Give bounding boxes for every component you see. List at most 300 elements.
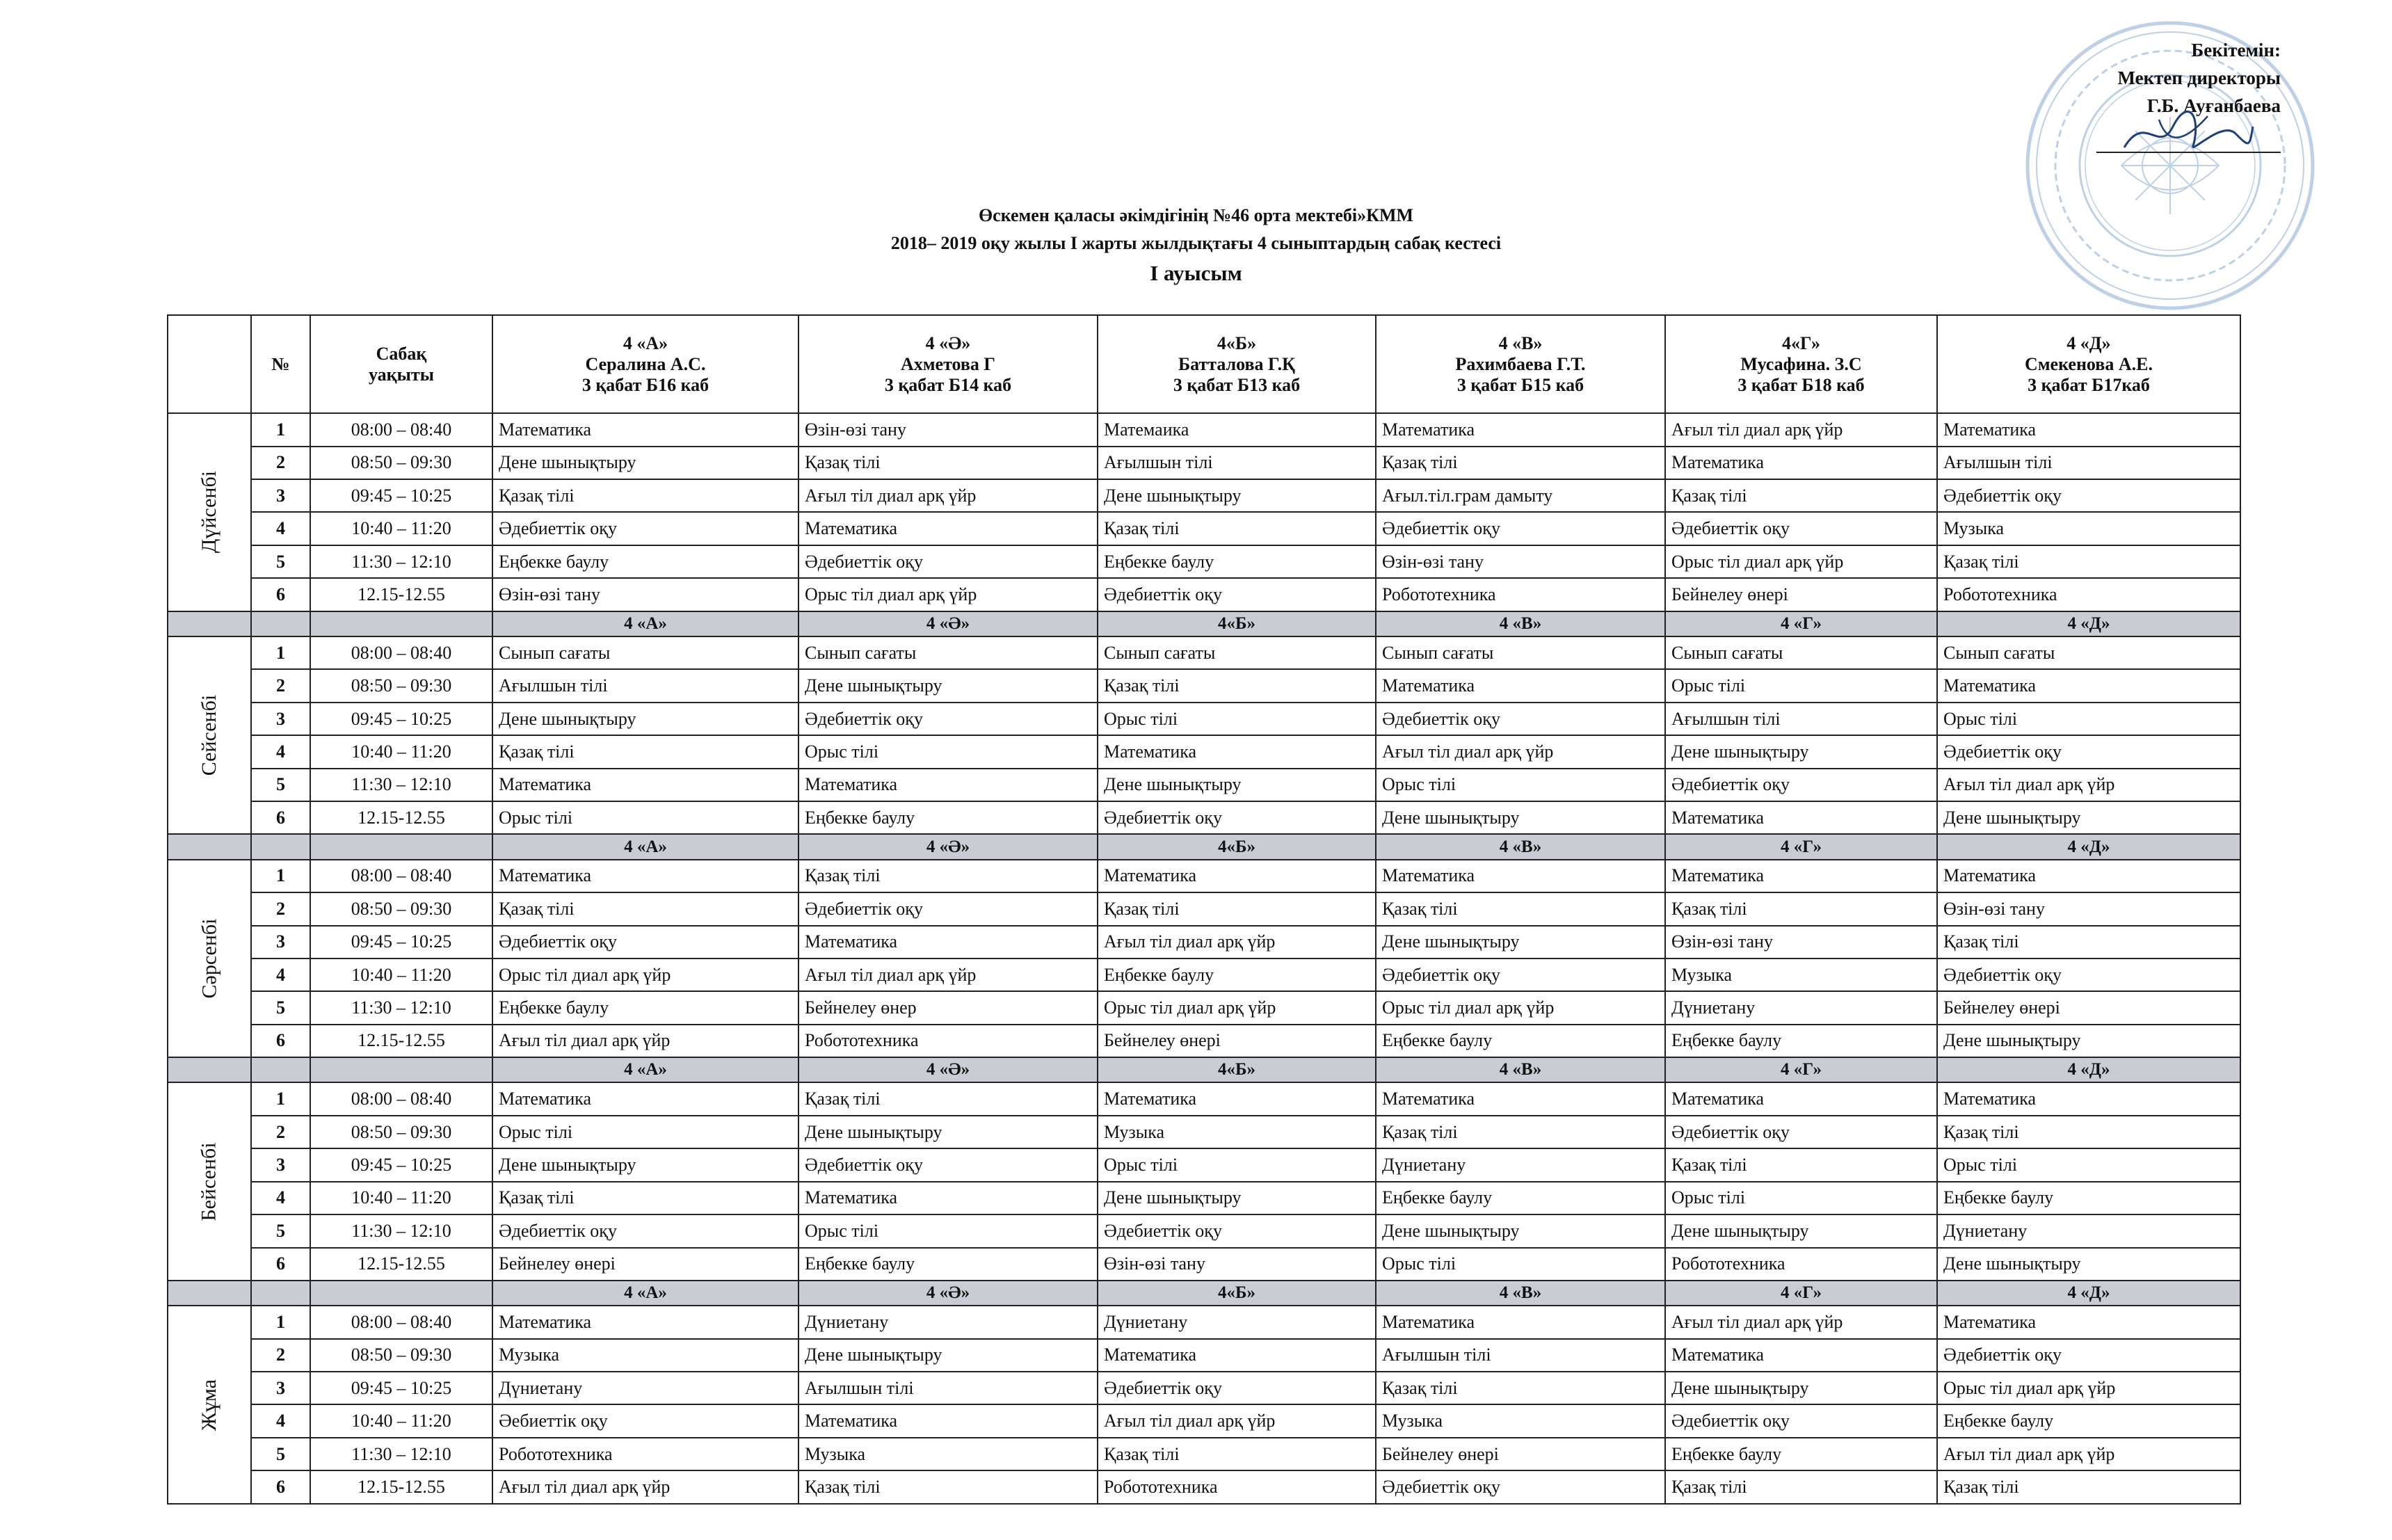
lesson-subject: Орыс тіл диал арқ үйр: [492, 959, 798, 991]
lesson-subject: Әдебиеттік оқу: [1937, 479, 2240, 512]
header-class-name: 4 «А»: [623, 332, 668, 353]
lesson-time: 12.15-12.55: [310, 801, 492, 834]
lesson-subject: Робототехника: [492, 1438, 798, 1470]
header-class-teacher: Ахметова Г: [901, 353, 995, 374]
lesson-time: 10:40 – 11:20: [310, 735, 492, 768]
lesson-subject: Орыс тілі: [1376, 1248, 1665, 1281]
lesson-subject: Дүниетану: [798, 1306, 1098, 1338]
lesson-subject: Қазақ тілі: [1665, 892, 1937, 925]
header-lesson-time: [310, 315, 492, 413]
lesson-time: 12.15-12.55: [310, 1470, 492, 1504]
lesson-subject: Қазақ тілі: [798, 1082, 1098, 1115]
separator-class-label: 4 «Д»: [1937, 1281, 2240, 1306]
separator-class-label: 4 «Ә»: [798, 611, 1098, 636]
lesson-subject: Орыс тілі: [798, 1214, 1098, 1247]
header-class: [492, 315, 798, 413]
lesson-subject: Математика: [1376, 1306, 1665, 1338]
lesson-subject: Математика: [798, 1182, 1098, 1214]
lesson-subject: Математика: [1098, 1339, 1376, 1372]
lesson-subject: Математика: [1665, 860, 1937, 892]
lesson-subject: Өзін-өзі тану: [1665, 926, 1937, 959]
lesson-subject: Бейнелеу өнер: [798, 991, 1098, 1024]
day-name-cell: [168, 1082, 251, 1280]
table-row: [168, 1438, 2240, 1470]
lesson-subject: Қазақ тілі: [798, 447, 1098, 479]
lesson-subject: Еңбекке баулу: [1937, 1182, 2240, 1214]
school-name: Өскемен қаласы әкімдігінің №46 орта мектебі»КММ: [978, 205, 1414, 225]
separator-blank: [168, 1281, 251, 1306]
lesson-time: 11:30 – 12:10: [310, 1438, 492, 1470]
lesson-time: 10:40 – 11:20: [310, 512, 492, 545]
table-row: [168, 1148, 2240, 1181]
lesson-time: 08:00 – 08:40: [310, 1082, 492, 1115]
lesson-subject: Бейнелеу өнері: [1098, 1025, 1376, 1057]
table-row: [168, 991, 2240, 1024]
lesson-subject: Қазақ тілі: [1937, 1470, 2240, 1504]
separator-blank: [251, 611, 310, 636]
lesson-subject: Орыс тіл диал арқ үйр: [1665, 545, 1937, 578]
lesson-subject: Дене шынықтыру: [1665, 1372, 1937, 1404]
lesson-number: 3: [251, 1148, 310, 1181]
lesson-time: 09:45 – 10:25: [310, 1372, 492, 1404]
lesson-subject: Орыс тілі: [1937, 703, 2240, 735]
lesson-subject: Математика: [1937, 669, 2240, 702]
lesson-time: 08:00 – 08:40: [310, 860, 492, 892]
table-row: [168, 1182, 2240, 1214]
lesson-number: 2: [251, 1116, 310, 1148]
separator-blank: [251, 834, 310, 859]
lesson-subject: Қазақ тілі: [492, 1182, 798, 1214]
lesson-subject: Бейнелеу өнері: [1376, 1438, 1665, 1470]
lesson-time: 08:50 – 09:30: [310, 892, 492, 925]
lesson-subject: Музыка: [1937, 512, 2240, 545]
day-name-cell: [168, 860, 251, 1057]
lesson-subject: Әдебиеттік оқу: [1376, 1470, 1665, 1504]
day-name: Бейсенбі: [198, 1142, 220, 1221]
lesson-subject: Дене шынықтыру: [798, 1339, 1098, 1372]
lesson-subject: Математика: [1665, 801, 1937, 834]
table-row: [168, 1404, 2240, 1437]
lesson-subject: Ағыл тіл диал арқ үйр: [1665, 1306, 1937, 1338]
lesson-subject: Қазақ тілі: [492, 479, 798, 512]
lesson-subject: Орыс тілі: [1098, 1148, 1376, 1181]
separator-blank: [251, 1057, 310, 1082]
lesson-subject: Әдебиеттік оқу: [1937, 1339, 2240, 1372]
lesson-time: 10:40 – 11:20: [310, 1404, 492, 1437]
lesson-subject: Математика: [492, 769, 798, 801]
lesson-subject: Ағылшын тілі: [1098, 447, 1376, 479]
lesson-subject: Ағыл тіл диал арқ үйр: [1098, 926, 1376, 959]
header-class-room: 3 қабат Б13 каб: [1173, 374, 1301, 395]
header-class-name: 4 «В»: [1498, 332, 1543, 353]
separator-class-label: 4 «А»: [492, 834, 798, 859]
lesson-subject: Қазақ тілі: [1098, 892, 1376, 925]
lesson-subject: Дене шынықтыру: [1665, 735, 1937, 768]
lesson-number: 4: [251, 959, 310, 991]
lesson-subject: Математика: [798, 1404, 1098, 1437]
lesson-time: 11:30 – 12:10: [310, 545, 492, 578]
approval-director-name: Г.Б. Ауғанбаева: [2146, 95, 2281, 116]
day-name: Сәрсенбі: [197, 918, 220, 999]
lesson-number: 3: [251, 703, 310, 735]
lesson-subject: Дене шынықтыру: [1937, 801, 2240, 834]
header-class-teacher: Рахимбаева Г.Т.: [1455, 353, 1586, 374]
header-time-line: уақыты: [368, 364, 434, 385]
separator-class-label: 4 «В»: [1376, 1057, 1665, 1082]
lesson-subject: Қазақ тілі: [1098, 1438, 1376, 1470]
lesson-subject: Математика: [1098, 735, 1376, 768]
table-row: [168, 1470, 2240, 1504]
lesson-subject: Дүниетану: [1665, 991, 1937, 1024]
lesson-number: 1: [251, 1306, 310, 1338]
lesson-subject: Әдебиеттік оқу: [492, 1214, 798, 1247]
lesson-subject: Музыка: [1098, 1116, 1376, 1148]
lesson-subject: Матемаика: [1098, 413, 1376, 446]
lesson-number: 6: [251, 578, 310, 611]
lesson-subject: Математика: [1937, 1082, 2240, 1115]
lesson-subject: Әдебиеттік оқу: [1098, 801, 1376, 834]
header-class-name: 4 «Д»: [2066, 332, 2111, 353]
lesson-time: 11:30 – 12:10: [310, 1214, 492, 1247]
lesson-subject: Еңбекке баулу: [492, 545, 798, 578]
table-row: [168, 769, 2240, 801]
lesson-subject: Математика: [1376, 1082, 1665, 1115]
separator-class-label: 4 «Г»: [1665, 1281, 1937, 1306]
lesson-subject: Ағыл тіл диал арқ үйр: [1098, 1404, 1376, 1437]
lesson-subject: Дене шынықтыру: [492, 447, 798, 479]
lesson-subject: Қазақ тілі: [798, 1470, 1098, 1504]
lesson-subject: Сынып сағаты: [1665, 636, 1937, 669]
lesson-time: 11:30 – 12:10: [310, 769, 492, 801]
lesson-subject: Бейнелеу өнері: [1665, 578, 1937, 611]
lesson-subject: Математика: [492, 860, 798, 892]
lesson-subject: Ағыл тіл диал арқ үйр: [798, 479, 1098, 512]
lesson-subject: Қазақ тілі: [1376, 1116, 1665, 1148]
table-row: [168, 669, 2240, 702]
lesson-subject: Өзін-өзі тану: [798, 413, 1098, 446]
lesson-subject: Әдебиеттік оқу: [1376, 512, 1665, 545]
lesson-subject: Ағыл тіл диал арқ үйр: [1376, 735, 1665, 768]
lesson-subject: Дүниетану: [1937, 1214, 2240, 1247]
header-class: [1937, 315, 2240, 413]
lesson-time: 08:50 – 09:30: [310, 669, 492, 702]
lesson-number: 2: [251, 447, 310, 479]
lesson-subject: Сынып сағаты: [1098, 636, 1376, 669]
table-row: [168, 801, 2240, 834]
table-row: [168, 1306, 2240, 1338]
lesson-subject: Дене шынықтыру: [492, 1148, 798, 1181]
lesson-number: 4: [251, 512, 310, 545]
lesson-subject: Қазақ тілі: [1376, 1372, 1665, 1404]
header-class-name: 4 «Ә»: [925, 332, 971, 353]
lesson-subject: Математика: [1376, 860, 1665, 892]
lesson-subject: Математика: [798, 769, 1098, 801]
lesson-subject: Әдебиеттік оқу: [1098, 578, 1376, 611]
separator-class-label: 4 «А»: [492, 1281, 798, 1306]
lesson-number: 4: [251, 1182, 310, 1214]
lesson-subject: Дене шынықтыру: [798, 669, 1098, 702]
lesson-time: 11:30 – 12:10: [310, 991, 492, 1024]
lesson-subject: Орыс тілі: [492, 1116, 798, 1148]
lesson-subject: Әдебиеттік оқу: [492, 512, 798, 545]
separator-class-label: 4 «Д»: [1937, 1057, 2240, 1082]
separator-blank: [310, 834, 492, 859]
lesson-number: 5: [251, 545, 310, 578]
lesson-time: 12.15-12.55: [310, 1025, 492, 1057]
lesson-subject: Орыс тіл диал арқ үйр: [1376, 991, 1665, 1024]
lesson-subject: Ағыл тіл диал арқ үйр: [492, 1470, 798, 1504]
lesson-number: 5: [251, 769, 310, 801]
lesson-time: 12.15-12.55: [310, 1248, 492, 1281]
director-signature: [2117, 106, 2256, 161]
separator-class-label: 4 «В»: [1376, 611, 1665, 636]
lesson-subject: Қазақ тілі: [1665, 479, 1937, 512]
separator-class-label: 4 «А»: [492, 611, 798, 636]
lesson-subject: Еңбекке баулу: [798, 1248, 1098, 1281]
lesson-subject: Еңбекке баулу: [1937, 1404, 2240, 1437]
lesson-subject: Ағылшын тілі: [492, 669, 798, 702]
table-row: [168, 1116, 2240, 1148]
lesson-subject: Музыка: [1376, 1404, 1665, 1437]
lesson-time: 09:45 – 10:25: [310, 703, 492, 735]
header-class-room: 3 қабат Б15 каб: [1456, 374, 1584, 395]
lesson-subject: Музыка: [798, 1438, 1098, 1470]
separator-class-label: 4 «А»: [492, 1057, 798, 1082]
lesson-subject: Дене шынықтыру: [1098, 1182, 1376, 1214]
lesson-subject: Орыс тілі: [1376, 769, 1665, 801]
header-class-teacher: Мусафина. З.С: [1740, 353, 1862, 374]
lesson-number: 4: [251, 1404, 310, 1437]
lesson-subject: Әдебиеттік оқу: [1098, 1214, 1376, 1247]
lesson-subject: Ағыл тіл диал арқ үйр: [492, 1025, 798, 1057]
lesson-subject: Дене шынықтыру: [1376, 926, 1665, 959]
lesson-subject: Еңбекке баулу: [1665, 1438, 1937, 1470]
lesson-subject: Еңбекке баулу: [1098, 959, 1376, 991]
approval-title: Бекітемін:: [2191, 40, 2281, 61]
separator-blank: [168, 611, 251, 636]
table-row: [168, 413, 2240, 446]
lesson-number: 5: [251, 991, 310, 1024]
lesson-subject: Математика: [492, 413, 798, 446]
lesson-number: 6: [251, 1025, 310, 1057]
day-name-cell: [168, 1306, 251, 1504]
lesson-number: 1: [251, 1082, 310, 1115]
lesson-subject: Дене шынықтыру: [1937, 1025, 2240, 1057]
header-class-room: 3 қабат Б16 каб: [581, 374, 709, 395]
separator-class-label: 4 «В»: [1376, 1281, 1665, 1306]
lesson-subject: Қазақ тілі: [1937, 1116, 2240, 1148]
separator-class-label: 4 «Г»: [1665, 834, 1937, 859]
day-name: Дүйсенбі: [198, 471, 221, 554]
lesson-subject: Орыс тілі: [798, 735, 1098, 768]
header-class-teacher: Смекенова А.Е.: [2025, 353, 2153, 374]
lesson-subject: Әдебиеттік оқу: [1937, 735, 2240, 768]
class-separator-row: [168, 1057, 2240, 1082]
header-class-room: 3 қабат Б17каб: [2028, 374, 2150, 395]
separator-blank: [310, 1281, 492, 1306]
lesson-subject: Математика: [492, 1082, 798, 1115]
lesson-subject: Дүниетану: [492, 1372, 798, 1404]
header-class: [1665, 315, 1937, 413]
separator-blank: [251, 1281, 310, 1306]
lesson-time: 10:40 – 11:20: [310, 959, 492, 991]
header-number: №: [251, 315, 310, 413]
lesson-subject: Музыка: [1665, 959, 1937, 991]
table-row: [168, 1025, 2240, 1057]
lesson-number: 6: [251, 1470, 310, 1504]
lesson-subject: Математика: [1665, 447, 1937, 479]
lesson-subject: Өзін-өзі тану: [1937, 892, 2240, 925]
lesson-subject: Математика: [1937, 413, 2240, 446]
header-class-name: 4«Г»: [1782, 332, 1820, 353]
lesson-subject: Қазақ тілі: [492, 735, 798, 768]
lesson-subject: Еңбекке баулу: [1376, 1025, 1665, 1057]
lesson-subject: Робототехника: [798, 1025, 1098, 1057]
table-row: [168, 1082, 2240, 1115]
lesson-number: 5: [251, 1438, 310, 1470]
lesson-subject: Ағыл тіл диал арқ үйр: [1937, 769, 2240, 801]
day-name: Сейсенбі: [198, 695, 220, 776]
lesson-subject: Өзін-өзі тану: [1376, 545, 1665, 578]
table-row: [168, 959, 2240, 991]
day-name-cell: [168, 413, 251, 611]
lesson-time: 10:40 – 11:20: [310, 1182, 492, 1214]
header-class: [1098, 315, 1376, 413]
lesson-subject: Ағыл.тіл.грам дамыту: [1376, 479, 1665, 512]
lesson-subject: Дене шынықтыру: [1376, 801, 1665, 834]
lesson-subject: Орыс тілі: [1098, 703, 1376, 735]
table-header-row: [168, 315, 2240, 413]
header-day-blank: [168, 315, 251, 413]
lesson-subject: Орыс тілі: [492, 801, 798, 834]
lesson-subject: Әдебиеттік оқу: [1098, 1372, 1376, 1404]
table-row: [168, 479, 2240, 512]
lesson-subject: Ағылшын тілі: [1665, 703, 1937, 735]
separator-class-label: 4«Б»: [1098, 834, 1376, 859]
lesson-subject: Еңбекке баулу: [1665, 1025, 1937, 1057]
lesson-subject: Еңбекке баулу: [1098, 545, 1376, 578]
separator-class-label: 4 «Д»: [1937, 834, 2240, 859]
lesson-subject: Орыс тіл диал арқ үйр: [1937, 1372, 2240, 1404]
table-row: [168, 545, 2240, 578]
lesson-subject: Әебиеттік оқу: [492, 1404, 798, 1437]
schedule-table: [167, 314, 2241, 1505]
signature-line: [2096, 120, 2281, 153]
table-row: [168, 735, 2240, 768]
lesson-subject: Математика: [798, 926, 1098, 959]
lesson-subject: Математика: [1937, 1306, 2240, 1338]
separator-class-label: 4 «Ә»: [798, 1281, 1098, 1306]
header-class-room: 3 қабат Б14 каб: [884, 374, 1012, 395]
lesson-subject: Математика: [1098, 1082, 1376, 1115]
day-name: Жұма: [197, 1379, 220, 1431]
lesson-subject: Қазақ тілі: [1376, 892, 1665, 925]
lesson-subject: Сынып сағаты: [492, 636, 798, 669]
separator-class-label: 4 «Ә»: [798, 1057, 1098, 1082]
lesson-subject: Орыс тіл диал арқ үйр: [1098, 991, 1376, 1024]
lesson-subject: Дене шынықтыру: [1098, 479, 1376, 512]
lesson-number: 1: [251, 413, 310, 446]
lesson-subject: Математика: [492, 1306, 798, 1338]
lesson-subject: Сынып сағаты: [798, 636, 1098, 669]
lesson-time: 08:00 – 08:40: [310, 413, 492, 446]
lesson-subject: Қазақ тілі: [798, 860, 1098, 892]
lesson-time: 09:45 – 10:25: [310, 479, 492, 512]
separator-class-label: 4 «Д»: [1937, 611, 2240, 636]
lesson-time: 08:00 – 08:40: [310, 1306, 492, 1338]
lesson-subject: Әдебиеттік оқу: [1665, 1116, 1937, 1148]
separator-class-label: 4 «Г»: [1665, 1057, 1937, 1082]
lesson-subject: Әдебиеттік оқу: [1665, 769, 1937, 801]
class-separator-row: [168, 1281, 2240, 1306]
lesson-subject: Сынып сағаты: [1937, 636, 2240, 669]
lesson-subject: Еңбекке баулу: [1376, 1182, 1665, 1214]
lesson-subject: Әдебиеттік оқу: [798, 1148, 1098, 1181]
lesson-subject: Робототехника: [1937, 578, 2240, 611]
lesson-number: 4: [251, 735, 310, 768]
lesson-subject: Ағылшын тілі: [1376, 1339, 1665, 1372]
lesson-time: 08:50 – 09:30: [310, 1116, 492, 1148]
table-row: [168, 636, 2240, 669]
lesson-subject: Әдебиеттік оқу: [798, 545, 1098, 578]
lesson-subject: Математика: [1098, 860, 1376, 892]
lesson-subject: Дене шынықтыру: [1937, 1248, 2240, 1281]
lesson-subject: Математика: [1376, 669, 1665, 702]
lesson-subject: Әдебиеттік оқу: [798, 703, 1098, 735]
lesson-number: 5: [251, 1214, 310, 1247]
schedule-title: 2018– 2019 оқу жылы І жарты жылдықтағы 4 сыныптардың сабақ кестесі: [890, 233, 1502, 253]
lesson-subject: Қазақ тілі: [1098, 512, 1376, 545]
header-time-line: Сабақ: [376, 343, 427, 364]
lesson-subject: Ағыл тіл диал арқ үйр: [1665, 413, 1937, 446]
lesson-number: 3: [251, 926, 310, 959]
lesson-subject: Орыс тіл диал арқ үйр: [798, 578, 1098, 611]
lesson-subject: Робототехника: [1098, 1470, 1376, 1504]
lesson-subject: Әдебиеттік оқу: [798, 892, 1098, 925]
lesson-number: 2: [251, 669, 310, 702]
lesson-number: 2: [251, 892, 310, 925]
lesson-subject: Орыс тілі: [1937, 1148, 2240, 1181]
lesson-subject: Робототехника: [1376, 578, 1665, 611]
lesson-subject: Орыс тілі: [1665, 669, 1937, 702]
header-class: [1376, 315, 1665, 413]
lesson-number: 3: [251, 479, 310, 512]
lesson-subject: Бейнелеу өнері: [1937, 991, 2240, 1024]
lesson-subject: Өзін-өзі тану: [1098, 1248, 1376, 1281]
lesson-subject: Музыка: [492, 1339, 798, 1372]
table-row: [168, 1248, 2240, 1281]
separator-blank: [168, 1057, 251, 1082]
lesson-subject: Дүниетану: [1376, 1148, 1665, 1181]
class-separator-row: [168, 834, 2240, 859]
lesson-time: 09:45 – 10:25: [310, 926, 492, 959]
separator-blank: [168, 834, 251, 859]
class-separator-row: [168, 611, 2240, 636]
lesson-subject: Ағыл тіл диал арқ үйр: [798, 959, 1098, 991]
lesson-subject: Қазақ тілі: [1665, 1148, 1937, 1181]
lesson-subject: Орыс тілі: [1665, 1182, 1937, 1214]
lesson-subject: Әдебиеттік оқу: [1665, 1404, 1937, 1437]
lesson-number: 2: [251, 1339, 310, 1372]
lesson-subject: Еңбекке баулу: [492, 991, 798, 1024]
lesson-subject: Ағыл тіл диал арқ үйр: [1937, 1438, 2240, 1470]
lesson-subject: Өзін-өзі тану: [492, 578, 798, 611]
separator-class-label: 4«Б»: [1098, 1057, 1376, 1082]
lesson-subject: Робототехника: [1665, 1248, 1937, 1281]
lesson-subject: Әдебиеттік оқу: [1376, 959, 1665, 991]
lesson-time: 09:45 – 10:25: [310, 1148, 492, 1181]
lesson-subject: Дене шынықтыру: [1376, 1214, 1665, 1247]
